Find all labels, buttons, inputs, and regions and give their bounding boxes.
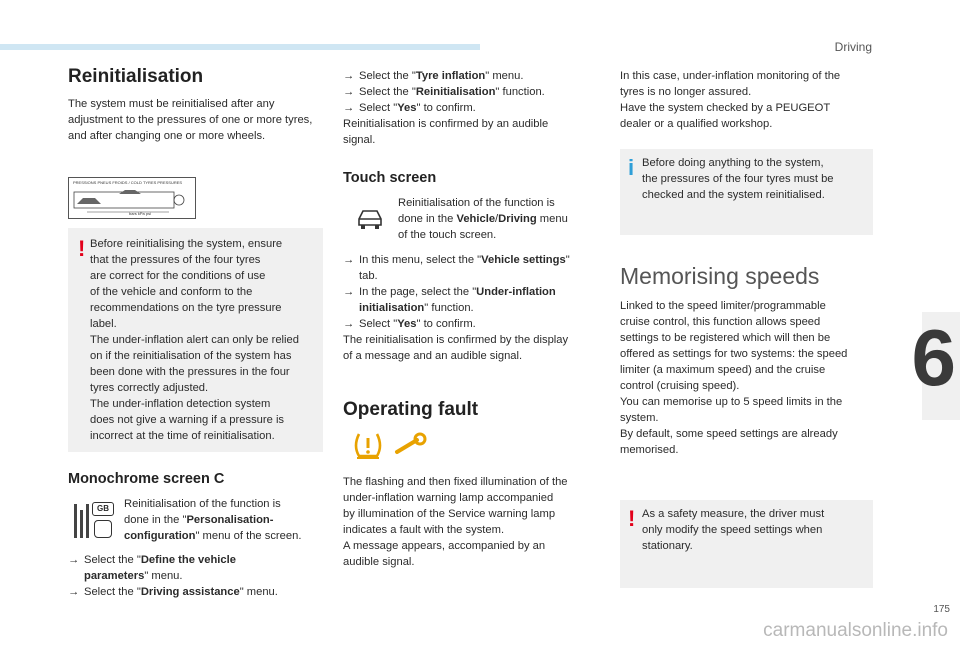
monochrome-screen-title: Monochrome screen C [68, 471, 225, 487]
monochrome-screen-icon [72, 500, 116, 540]
warning-line: tyres correctly adjusted. [90, 382, 209, 394]
touch-end-line: The reinitialisation is confirmed by the display [343, 334, 569, 346]
list-item: parameters" menu. [84, 570, 183, 582]
arrow-icon: → [68, 554, 80, 566]
list-item: → Select "Yes" to confirm. [343, 102, 476, 114]
list-item: tab. [359, 270, 378, 282]
list-item: → Select the "Driving assistance" menu. [68, 586, 278, 598]
list-item: → In this menu, select the "Vehicle settings" [343, 254, 570, 266]
info-line: the pressures of the four tyres must be [642, 173, 834, 185]
arrow-icon: → [68, 586, 80, 598]
fault-line: indicates a fault with the system. [343, 524, 505, 536]
confirm-line: Reinitialisation is confirmed by an audible [343, 118, 549, 130]
warning-line: been done with the pressures in the four [90, 366, 290, 378]
tyre-warning-lamp-icon [351, 430, 385, 462]
mem-line: You can memorise up to 5 speed limits in the [620, 396, 843, 408]
fault-line: A message appears, accompanied by an [343, 540, 546, 552]
mem-line: memorised. [620, 444, 679, 456]
header-bar [0, 44, 480, 50]
memorising-speeds-title: Memorising speeds [620, 263, 820, 289]
mem-line: cruise control, this function allows speed [620, 316, 821, 328]
list-item: → Select the "Define the vehicle [68, 554, 236, 566]
label-header-text: PRESSIONS PNEUS FROIDS / COLD TYRES PRESSURES [73, 180, 183, 185]
watermark: carmanualsonline.info [763, 620, 948, 641]
list-item: initialisation" function. [359, 302, 474, 314]
arrow-icon: → [343, 102, 355, 114]
warning-line: does not give a warning if a pressure is [90, 414, 285, 426]
memorising-paragraph [620, 298, 873, 458]
steps-top [343, 68, 598, 148]
list-item: → Select the "Reinitialisation" function. [343, 86, 545, 98]
touch-end-line: of a message and an audible signal. [343, 350, 523, 362]
warning-line: The under-inflation detection system [90, 398, 271, 410]
safety-warning-box [620, 500, 873, 588]
info-icon: i [628, 155, 635, 180]
fault-line: by illumination of the Service warning lamp [343, 508, 556, 520]
warning-line: are correct for the conditions of use [90, 270, 266, 282]
list-item: → In the page, select the "Under-inflation [343, 286, 556, 298]
chapter-number: 6 [911, 313, 956, 402]
followup-line: Have the system checked by a PEUGEOT [620, 102, 831, 114]
reinitialisation-intro: The system must be reinitialised after any adjustment to the pressures of one or more tyres, and after changing one or more wheels. [68, 98, 313, 142]
warning-text [90, 236, 320, 444]
page-number: 175 [933, 604, 950, 615]
warning-line: Before reinitialising the system, ensure [90, 238, 283, 250]
warning-line: of the vehicle and conform to the [90, 286, 253, 298]
list-item: → Select the "Tyre inflation" menu. [343, 70, 524, 82]
tyre-pressure-label-image [68, 177, 196, 219]
warning-line: that the pressures of the four tyres [90, 254, 261, 266]
mem-line: settings to be registered which will then be [620, 332, 831, 344]
warning-line: The under-inflation alert can only be relied [90, 334, 299, 346]
arrow-icon: → [343, 86, 355, 98]
followup-line: tyres is no longer assured. [620, 86, 752, 98]
mono-line: done in the "Personalisation- [124, 514, 274, 526]
touch-paragraph [398, 195, 598, 243]
mem-line: Linked to the speed limiter/programmable [620, 300, 826, 312]
mono-steps [68, 552, 323, 600]
touch-screen-title: Touch screen [343, 170, 437, 186]
warning-icon: ! [78, 236, 86, 261]
confirm-line: signal. [343, 134, 376, 146]
info-line: Before doing anything to the system, [642, 157, 824, 169]
car-icon [355, 205, 385, 231]
safety-text [642, 506, 870, 554]
safety-line: stationary. [642, 540, 693, 552]
touch-line: done in the Vehicle/Driving menu [398, 213, 568, 225]
warning-icon: ! [628, 506, 636, 531]
warning-line: incorrect at the time of reinitialisation. [90, 430, 275, 442]
warning-line: recommendations on the tyre pressure [90, 302, 282, 314]
mem-line: system. [620, 412, 659, 424]
warning-box-reinit [68, 228, 323, 452]
fault-paragraph [343, 474, 598, 570]
followup-line: dealer or a qualified workshop. [620, 118, 773, 130]
touch-steps [343, 252, 598, 364]
arrow-icon: → [343, 254, 355, 266]
mono-line: configuration" menu of the screen. [124, 530, 302, 542]
mem-line: By default, some speed settings are already [620, 428, 838, 440]
info-text [642, 155, 870, 203]
info-line: checked and the system reinitialised. [642, 189, 825, 201]
section-label: Driving [834, 40, 872, 54]
touch-line: Reinitialisation of the function is [398, 197, 555, 209]
arrow-icon: → [343, 286, 355, 298]
warning-line: on if the reinitialisation of the system has [90, 350, 292, 362]
safety-line: As a safety measure, the driver must [642, 508, 825, 520]
safety-line: only modify the speed settings when [642, 524, 823, 536]
mem-line: limiter (a maximum speed) and the cruise [620, 364, 826, 376]
operating-fault-title: Operating fault [343, 399, 479, 420]
mono-line: Reinitialisation of the function is [124, 498, 281, 510]
gb-badge: GB [92, 502, 114, 516]
reinitialisation-title: Reinitialisation [68, 66, 204, 87]
followup-line: In this case, under-inflation monitoring of the [620, 70, 841, 82]
info-box [620, 149, 873, 235]
fault-line: The flashing and then fixed illumination of the [343, 476, 568, 488]
fault-line: under-inflation warning lamp accompanied [343, 492, 554, 504]
arrow-icon: → [343, 318, 355, 330]
warning-line: label. [90, 318, 117, 330]
fault-line: audible signal. [343, 556, 415, 568]
touch-line: of the touch screen. [398, 229, 497, 241]
mem-line: offered as settings for two systems: the speed [620, 348, 848, 360]
service-wrench-icon [393, 432, 427, 458]
fault-followup [620, 68, 873, 132]
arrow-icon: → [343, 70, 355, 82]
list-item: → Select "Yes" to confirm. [343, 318, 476, 330]
label-units-text: bars kPa psi [129, 211, 152, 216]
monochrome-paragraph [124, 496, 324, 544]
mem-line: control (cruising speed). [620, 380, 740, 392]
